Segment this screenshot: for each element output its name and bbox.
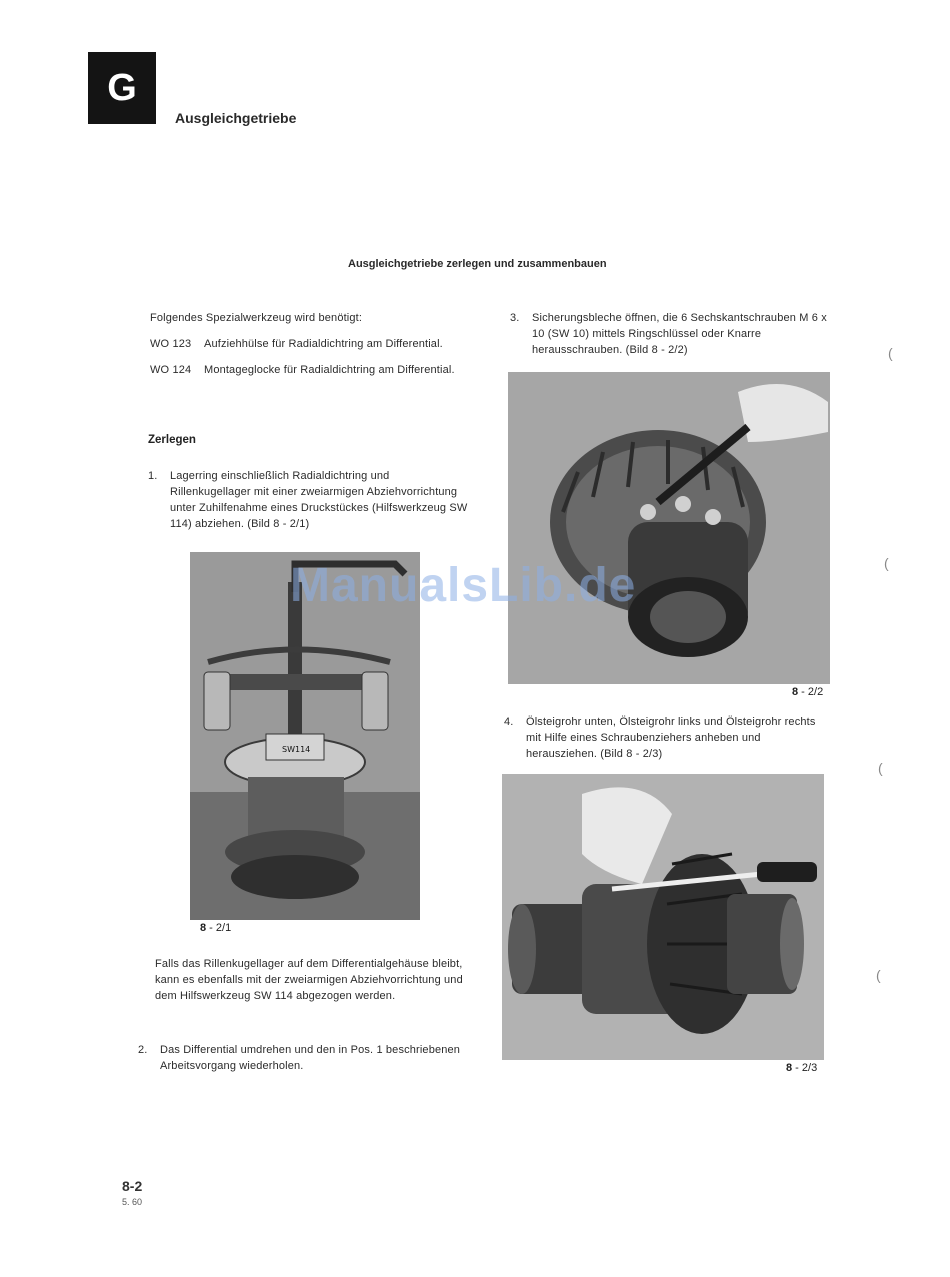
section-title: Ausgleichgetriebe	[175, 110, 297, 126]
figure-photo-oil-pipe-removal	[502, 774, 824, 1060]
tools-block	[150, 310, 475, 378]
figure-subnumber: - 2/2	[798, 686, 824, 698]
tools-intro: Folgendes Spezialwerkzeug wird benötigt:	[150, 312, 363, 324]
step-text: Ölsteigrohr unten, Ölsteigrohr links und Ölsteigrohr rechts mit Hilfe eines Schraubenziehers anheben und herausziehen. (Bild 8 - 2/3)	[526, 716, 816, 760]
step-1	[148, 468, 470, 532]
figure-subnumber: - 2/3	[792, 1062, 818, 1074]
figure-caption-1	[200, 922, 231, 934]
ring-gear-illustration	[508, 372, 830, 684]
section-heading-zerlegen: Zerlegen	[148, 434, 196, 446]
tool-description: Aufziehhülse für Radialdichtring am Differential.	[204, 338, 443, 350]
step-2	[138, 1042, 463, 1074]
page-title: Ausgleichgetriebe zerlegen und zusammenbauen	[348, 258, 607, 270]
figure-caption-3	[786, 1062, 817, 1074]
step-text: Lagerring einschließlich Radialdichtring und Rillenkugellager mit einer zweiarmigen Abziehvorrichtung unter Zuhilfenahme eines Druckstückes (Hilfswerkzeug SW 114) abziehen. (Bild 8 - 2/1)	[170, 470, 468, 530]
figure-photo-ring-gear-bolts	[508, 372, 830, 684]
step-number: 3.	[510, 312, 520, 324]
tool-code: WO 124	[150, 364, 192, 376]
scan-mark: (	[878, 760, 883, 776]
note-paragraph: Falls das Rillenkugellager auf dem Differentialgehäuse bleibt, kann es ebenfalls mit der zweiarmigen Abziehvorrichtung und dem Hilfswerkzeug SW 114 abgezogen werden.	[155, 958, 463, 1002]
step-3	[510, 310, 835, 358]
section-badge-letter: G	[107, 66, 137, 109]
step-4	[504, 714, 832, 762]
figure-number: 8	[200, 922, 207, 934]
tool-code: WO 123	[150, 338, 192, 350]
step-text: Sicherungsbleche öffnen, die 6 Sechskantschrauben M 6 x 10 (SW 10) mittels Ringschlüssel oder Knarre herausschrauben. (Bild 8 - 2/2)	[532, 312, 827, 356]
step-number: 2.	[138, 1044, 148, 1056]
tool-description: Montageglocke für Radialdichtring am Differential.	[204, 364, 455, 376]
step-number: 1.	[148, 470, 158, 482]
step-number: 4.	[504, 716, 514, 728]
scan-mark: (	[884, 555, 889, 571]
tool-item	[150, 336, 475, 352]
step-text: Das Differential umdrehen und den in Pos. 1 beschriebenen Arbeitsvorgang wiederholen.	[160, 1044, 461, 1072]
tool-stamp-label: SW114	[282, 745, 311, 754]
tool-item	[150, 362, 475, 378]
figure-subnumber: - 2/1	[206, 922, 232, 934]
section-badge	[88, 52, 156, 124]
scan-mark: (	[888, 345, 893, 361]
page-date: 5. 60	[122, 1197, 143, 1207]
figure-caption-2	[792, 686, 823, 698]
figure-number: 8	[792, 686, 799, 698]
figure-number: 8	[786, 1062, 793, 1074]
page-number: 8-2	[122, 1178, 143, 1194]
watermark: ManualsLib.de	[290, 559, 637, 612]
oil-pipe-illustration	[502, 774, 824, 1060]
scan-mark: (	[876, 967, 881, 983]
